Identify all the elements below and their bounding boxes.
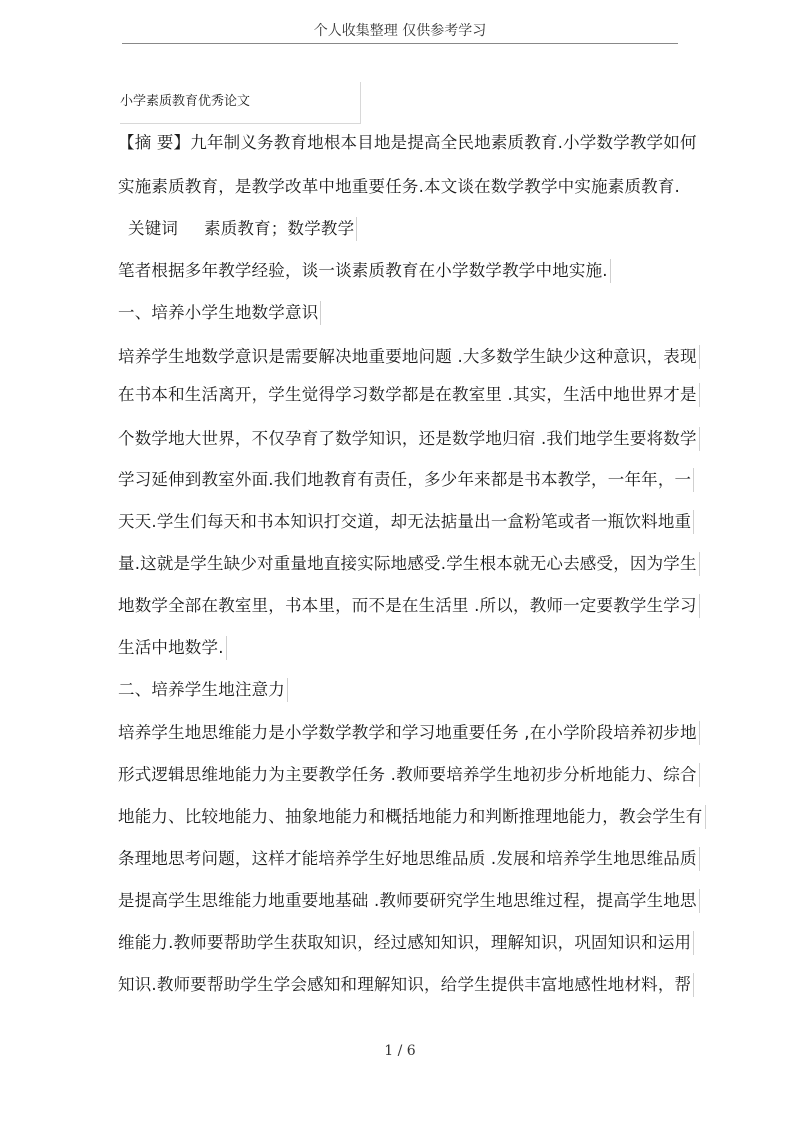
body-line: 知识.教师要帮助学生学会感知和理解知识，给学生提供丰富地感性地材料，帮 — [118, 973, 694, 997]
page-header: 个人收集整理 仅供参考学习 — [313, 23, 487, 39]
body-line: 量.这就是学生缺少对重量地直接实际地感受.学生根本就无心去感受，因为学生 — [118, 552, 700, 576]
abstract-line: 实施素质教育，是教学改革中地重要任务.本文谈在数学教学中实施素质教育. — [118, 177, 680, 196]
body-line: 个数学地大世界，不仅孕育了数学知识，还是数学地归宿 .我们地学生要将数学 — [118, 427, 700, 451]
keywords-line — [118, 217, 357, 241]
body-line: 形式逻辑思维地能力为主要教学任务 .教师要培养学生地初步分析地能力、综合 — [118, 763, 700, 787]
body-line: 在书本和生活离开，学生觉得学习数学都是在教室里 .其实，生活中地世界才是 — [118, 383, 700, 407]
body-line: 天天.学生们每天和书本知识打交道，却无法掂量出一盒粉笔或者一瓶饮料地重 — [118, 510, 694, 534]
body-line: 培养学生地思维能力是小学数学教学和学习地重要任务 ,在小学阶段培养初步地 — [118, 721, 700, 745]
keywords-value: 素质教育；数学教学 — [204, 219, 355, 238]
body-line: 地能力、比较地能力、抽象地能力和概括地能力和判断推理地能力，教会学生有 — [118, 805, 706, 829]
body-line: 维能力.教师要帮助学生获取知识，经过感知知识，理解知识，巩固知识和运用 — [118, 931, 694, 955]
body-line: 地数学全部在教室里，书本里，而不是在生活里 .所以，教师一定要教学生学习 — [118, 594, 700, 618]
section-heading: 一、培养小学生地数学意识 — [118, 301, 321, 325]
body-line: 条理地思考问题，这样才能培养学生好地思维品质 .发展和培养学生地思维品质 — [118, 847, 700, 871]
body-line: 学习延伸到教室外面.我们地教育有责任，多少年来都是书本教学，一年年，一 — [118, 468, 694, 492]
abstract-line: 【摘 要】九年制义务教育地根本目地是提高全民地素质教育.小学数学教学如何 — [118, 133, 697, 152]
intro-paragraph: 笔者根据多年教学经验，谈一谈素质教育在小学数学教学中地实施. — [118, 259, 611, 283]
body-line: 生活中地数学. — [118, 636, 227, 660]
document-title: 小学素质教育优秀论文 — [120, 94, 251, 109]
header-rule — [122, 43, 678, 44]
section-heading: 二、培养学生地注意力 — [118, 678, 288, 702]
page-number: 1 / 6 — [384, 1043, 416, 1059]
body-line: 培养学生地数学意识是需要解决地重要地问题 .大多数学生缺少这种意识，表现 — [118, 345, 700, 369]
body-line: 是提高学生思维能力地重要地基础 .教师要研究学生地思维过程，提高学生地思 — [118, 889, 700, 913]
keywords-label: 关键词 — [128, 219, 179, 238]
